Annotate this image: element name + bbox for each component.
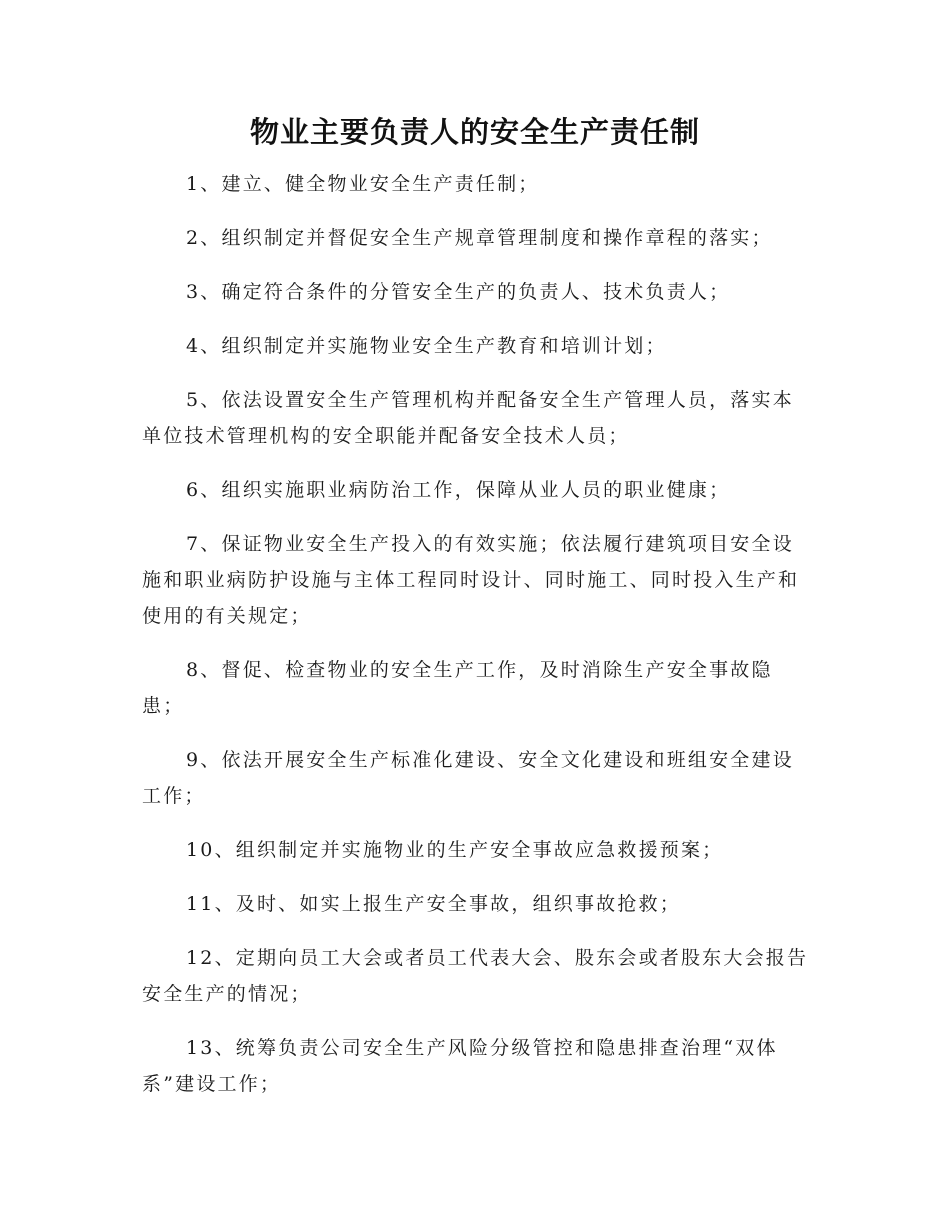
paragraph-12: 12、定期向员工大会或者员工代表大会、股东会或者股东大会报告安全生产的情况；	[142, 947, 809, 1005]
paragraph-10: 10、组织制定并实施物业的生产安全事故应急救援预案；	[186, 839, 724, 861]
paragraph-9: 9、依法开展安全生产标准化建设、安全文化建设和班组安全建设工作；	[142, 749, 794, 807]
document-title: 物业主要负责人的安全生产责任制	[249, 115, 700, 149]
document-body	[142, 166, 812, 1120]
paragraph-13: 13、统筹负责公司安全生产风险分级管控和隐患排查治理“双体系”建设工作；	[142, 1037, 778, 1095]
paragraph-5: 5、依法设置安全生产管理机构并配备安全生产管理人员，落实本单位技术管理机构的安全职能并配备安全技术人员；	[142, 389, 794, 447]
paragraph-4: 4、组织制定并实施物业安全生产教育和培训计划；	[186, 335, 667, 357]
paragraph-2: 2、组织制定并督促安全生产规章管理制度和操作章程的落实；	[186, 227, 773, 249]
paragraph-6: 6、组织实施职业病防治工作，保障从业人员的职业健康；	[186, 479, 731, 501]
paragraph-1: 1、建立、健全物业安全生产责任制；	[186, 173, 540, 195]
paragraph-7: 7、保证物业安全生产投入的有效实施；依法履行建筑项目安全设施和职业病防护设施与主体工程同时设计、同时施工、同时投入生产和使用的有关规定；	[142, 533, 800, 627]
paragraph-3: 3、确定符合条件的分管安全生产的负责人、技术负责人；	[186, 281, 731, 303]
paragraph-8: 8、督促、检查物业的安全生产工作，及时消除生产安全事故隐患；	[142, 659, 773, 717]
paragraph-11: 11、及时、如实上报生产安全事故，组织事故抢救；	[186, 893, 681, 915]
